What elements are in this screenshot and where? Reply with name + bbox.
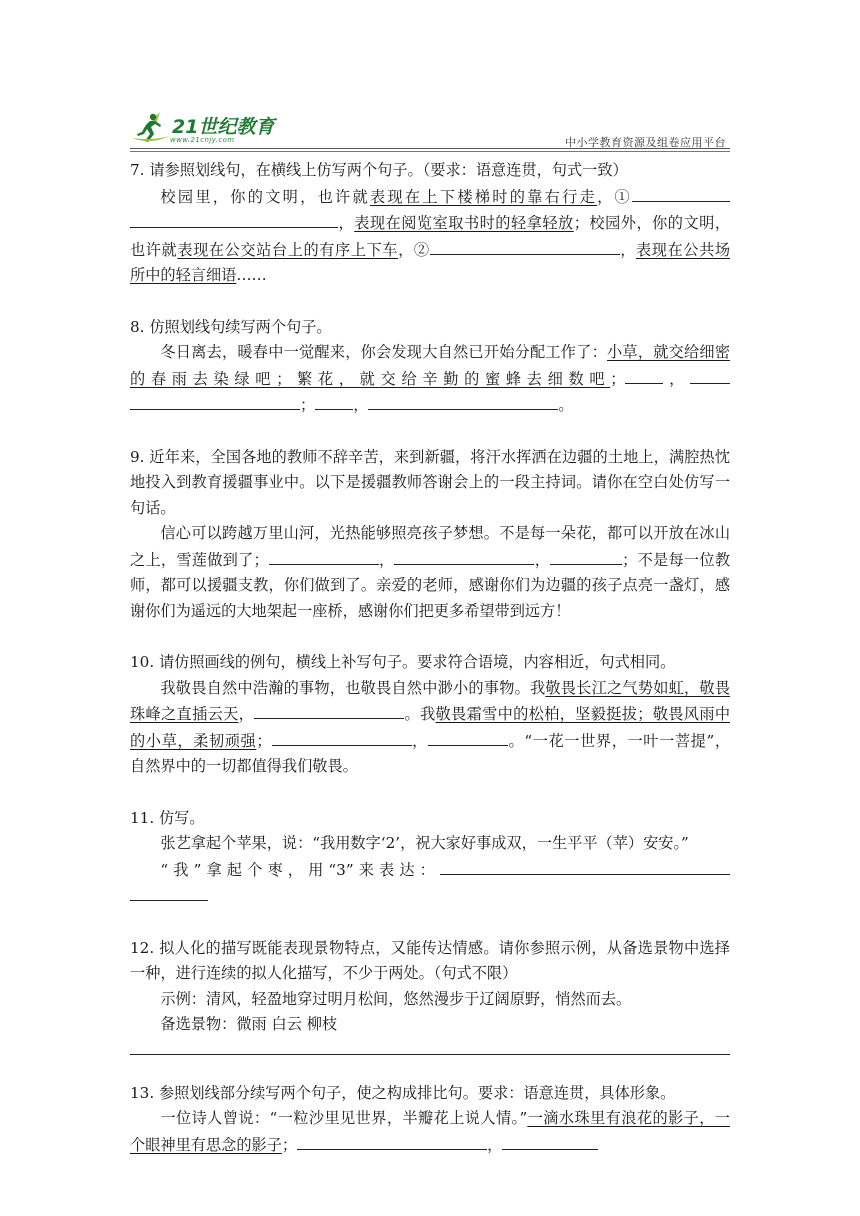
q8-answer-blank-2-cont[interactable] [130,392,300,410]
q7-text-2: ，① [597,187,633,206]
q8-text-1: 冬日离去，暖春中一觉醒来，你会发现大自然已开始分配工作了： [160,343,608,361]
q7-answer-blank-2[interactable] [430,237,620,255]
q9-answer-blank-1[interactable] [269,547,379,565]
q13-text-1: 一位诗人曾说：“一粒沙里见世界，半瓣花上说人情。” [160,1109,528,1127]
q8-underlined-1: 小草，就交给细密的春雨去染绿吧；繁花，就交给辛勤的蜜蜂去细数吧 [130,343,731,388]
q7-text-4: ；校园外，你的文明，也许就 [130,214,731,259]
q9-text-2: ， [378,550,395,569]
question-11 [130,806,730,910]
q10-answer-blank-2[interactable] [272,728,412,746]
question-7-title: 7. 请参照划线句，在横线上仿写两个句子。（要求：语意连贯，句式一致） [130,161,628,179]
q10-answer-blank-3[interactable] [428,728,508,746]
q7-answer-blank-1[interactable] [632,184,730,202]
question-13-title: 13. 参照划线部分续写两个句子，使之构成排比句。要求：语意连贯，具体形象。 [130,1083,676,1102]
q9-text-4: ；不是每一位教师，都可以援疆支教，你们做到了。亲爱的老师，感谢你们为边疆的孩子点亮一盏灯，感谢你们为遥远的大地架起一座桥，感谢你们把更多希望带到远方！ [130,550,731,620]
q10-answer-blank-1[interactable] [254,701,404,719]
q7-text-1: 校园里，你的文明，也许就 [160,187,370,206]
q7-underlined-1: 表现在上下楼梯时的靠右行走 [370,187,598,206]
q10-text-3: 。我 [404,705,436,723]
question-12-title: 12. 拟人化的描写既能表现景物特点，又能传达情感。请你参照示例，从备选景物中选择一种，进行连续的拟人化描写，不少于两处。（句式不限） [130,938,730,982]
question-12-example: 示例：清风，轻盈地穿过明月松间，悠然漫步于辽阔原野，悄然而去。 [160,989,632,1008]
q10-text-6: 。“一花一世界，一叶一菩提”，自然界中的一切都值得我们敬畏。 [130,731,731,775]
question-11-text-1: 张艺拿起个苹果，说：“我用数字‘2’，祝大家好事成双，一生平平（苹）安安。” [160,834,689,852]
platform-name: 中小学教育资源及组卷应用平台 [565,136,726,149]
q9-answer-blank-3-cont[interactable] [586,547,622,565]
logo [130,108,290,150]
q7-text-3: ， [338,214,355,232]
question-9-title: 9. 近年来，全国各地的教师不辞辛苦，来到新疆，将汗水挥洒在边疆的土地上，满腔热忱地投入到教育援疆事业中。以下是援疆教师答谢会上的一段主持词。请你在空白处仿写一句话。 [130,447,730,517]
question-8 [130,315,730,419]
q9-text-1: 信心可以跨越万里山河，光热能够照亮孩子梦想。不是每一朵花，都可以开放在冰山之上，雪莲做到了； [130,524,730,569]
question-13-text [130,1106,730,1158]
q10-text-4: ； [256,731,272,750]
q8-text-2: ； [610,369,626,388]
q10-underlined-1: 敬畏长江之气势如虹，敬畏珠峰之直插云天 [130,678,731,723]
document-body [130,158,730,1184]
question-7 [130,158,730,289]
question-7-text [130,184,730,289]
q7-text-5: ，② [398,240,430,259]
question-10-text [130,676,730,780]
q9-answer-blank-2[interactable] [394,547,534,565]
question-8-text [130,340,730,419]
q7-text-6: ， [619,240,636,259]
question-11-title: 11. 仿写。 [130,808,205,827]
q11-answer-blank-1-cont[interactable] [130,883,208,901]
question-12-options: 备选景物：微雨 白云 柳枝 [160,1015,338,1033]
q10-text-2: ， [238,705,255,723]
q7-underlined-3: 表现在公交站台上的有序上下车 [177,240,399,259]
logo-url: www.21cnjy.com [170,136,235,144]
question-9 [130,445,730,625]
q10-text-5: ， [411,731,428,750]
q10-underlined-2: 敬畏霜雪中的松柏，坚毅挺拔；敬畏风雨中的小草，柔韧顽强 [130,705,731,750]
q13-underlined-1: 一滴水珠里有浪花的影子，一个眼神里有思念的影子 [130,1109,730,1154]
q13-answer-blank-1[interactable] [297,1132,487,1150]
q9-answer-blank-3[interactable] [550,547,586,565]
q8-answer-blank-1[interactable] [625,366,663,384]
q7-text-7: …… [236,266,267,284]
q10-text-1: 我敬畏自然中浩瀚的事物，也敬畏自然中渺小的事物。我 [160,678,546,697]
q9-text-3: ， [534,550,551,569]
question-8-title: 8. 仿照划线句续写两个句子。 [130,317,332,336]
q8-answer-blank-4[interactable] [368,392,558,410]
q8-text-4: ； [300,396,316,414]
header-divider [130,148,730,149]
q8-answer-blank-2[interactable] [690,366,730,384]
q8-text-3: ， [663,369,691,388]
q13-answer-blank-2[interactable] [502,1132,598,1150]
q13-text-3: ， [487,1135,503,1154]
question-10 [130,650,730,780]
page-header [130,108,730,152]
question-13 [130,1081,730,1159]
header-divider-thin [130,151,730,152]
question-12 [130,936,730,1055]
question-9-text [130,521,730,624]
q8-answer-blank-3[interactable] [315,392,353,410]
question-11-text-2 [130,857,730,910]
q8-text-6: 。 [558,396,574,414]
question-10-title: 10. 请仿照画线的例句，横线上补写句子。要求符合语境，内容相近，句式相同。 [130,653,676,671]
q7-underlined-2: 表现在阅览室取书时的轻拿轻放 [354,214,574,232]
running-man-icon [130,110,174,146]
logo-text: 21世纪教育 [172,116,275,138]
q11-prompt: “我”拿起个枣，用“3”来表达： [160,860,440,879]
q8-text-5: ， [353,396,369,414]
q7-underlined-4: 表现在公共场所中的轻言细语 [130,240,731,284]
q13-text-2: ； [281,1135,298,1154]
q7-answer-blank-1-cont[interactable] [130,210,338,228]
q12-answer-line[interactable] [130,1038,730,1055]
q11-answer-blank-1[interactable] [440,857,730,875]
